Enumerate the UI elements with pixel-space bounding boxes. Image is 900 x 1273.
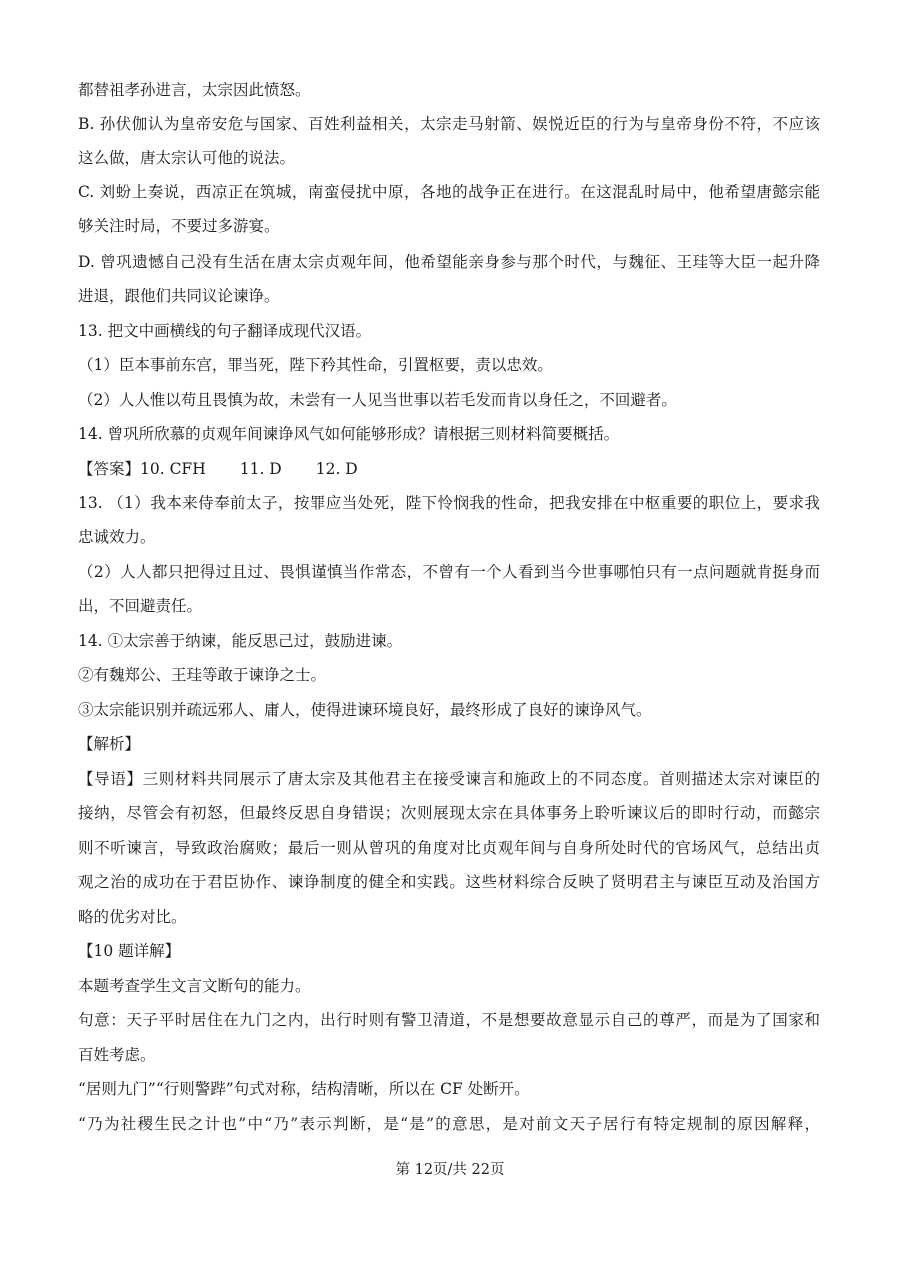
option-b-line: B. 孙伏伽认为皇帝安危与国家、百姓利益相关，太宗走马射箭、娱悦近臣的行为与皇帝身份不符，不应该 [78, 115, 820, 133]
intro-paragraph-line: 略的优劣对比。 [78, 908, 187, 926]
answer-12: 12. D [315, 460, 358, 478]
q10-detail-heading: 【10 题详解】 [78, 942, 181, 960]
question-13: 13. 把文中画横线的句子翻译成现代汉语。 [78, 322, 372, 340]
text-line: 百姓考虑。 [78, 1046, 156, 1064]
text-line: 忠诚效力。 [78, 528, 156, 546]
answer-11: 11. D [239, 460, 282, 478]
page-number-footer: 第 12页/共 22页 [395, 1162, 505, 1178]
text-line: 够关注时局，不要过多游宴。 [78, 217, 280, 235]
text-line: “乃为社稷生民之计也”中“乃”表示判断，是“是”的意思，是对前文天子居行有特定规制的原因解释， [78, 1115, 820, 1133]
text-line: 都替祖孝孙进言，太宗因此愤怒。 [78, 81, 311, 99]
text-line: 本题考查学生文言文断句的能力。 [78, 977, 311, 995]
analysis-heading: 【解析】 [78, 735, 141, 753]
question-13-part-1: （1）臣本事前东宫，罪当死，陛下矜其性命，引置枢要，责以忠效。 [78, 356, 553, 374]
text-line: 这么做，唐太宗认可他的说法。 [78, 149, 296, 167]
option-d-line: D. 曾巩遗憾自己没有生活在唐太宗贞观年间，他希望能亲身参与那个时代，与魏征、王珪等大臣一起升降 [78, 253, 820, 271]
answer-10: 【答案】10. CFH [78, 460, 206, 478]
text-line: 出，不回避责任。 [78, 597, 203, 615]
text-line: 进退，跟他们共同议论谏诤。 [78, 287, 280, 305]
question-13-part-2: （2）人人惟以苟且畏慎为故，未尝有一人见当世事以若毛发而肯以身任之，不回避者。 [78, 391, 677, 409]
text-line: “居则九门”“行则警跸”句式对称，结构清晰，所以在 CF 处断开。 [78, 1080, 530, 1098]
intro-paragraph-line: 观之治的成功在于君臣协作、谏诤制度的健全和实践。这些材料综合反映了贤明君主与谏臣互动及治国方 [78, 873, 820, 891]
answer-13-part-1: 13. （1）我本来侍奉前太子，按罪应当处死，陛下怜悯我的性命，把我安排在中枢重要的职位上，要求我 [78, 494, 820, 512]
answer-14-point-1: 14. ①太宗善于纳谏，能反思己过，鼓励进谏。 [78, 632, 403, 650]
question-14: 14. 曾巩所欣慕的贞观年间谏诤风气如何能够形成？请根据三则材料简要概括。 [78, 425, 620, 443]
option-c-line: C. 刘蚡上奏说，西凉正在筑城，南蛮侵扰中原，各地的战争正在进行。在这混乱时局中，他希望唐懿宗能 [78, 183, 820, 201]
answer-14-point-3: ③太宗能识别并疏远邪人、庸人，使得进谏环境良好，最终形成了良好的谏诤风气。 [78, 701, 652, 719]
intro-paragraph-line: 【导语】三则材料共同展示了唐太宗及其他君主在接受谏言和施政上的不同态度。首则描述太宗对谏臣的 [78, 770, 820, 788]
answer-13-part-2: （2）人人都只把得过且过、畏惧谨慎当作常态，不曾有一个人看到当今世事哪怕只有一点问题就肯挺身而 [78, 563, 820, 581]
sentence-meaning-line: 句意：天子平时居住在九门之内，出行时则有警卫清道，不是想要故意显示自己的尊严，而是为了国家和 [78, 1011, 820, 1029]
intro-paragraph-line: 接纳，尽管会有初怒，但最终反思自身错误；次则展现太宗在具体事务上聆听谏议后的即时行动，而懿宗 [78, 804, 820, 822]
intro-paragraph-line: 则不听谏言，导致政治腐败；最后一则从曾巩的角度对比贞观年间与自身所处时代的官场风气，总结出贞 [78, 839, 820, 857]
answer-line [78, 459, 358, 479]
answer-14-point-2: ②有魏郑公、王珪等敢于谏诤之士。 [78, 666, 327, 684]
